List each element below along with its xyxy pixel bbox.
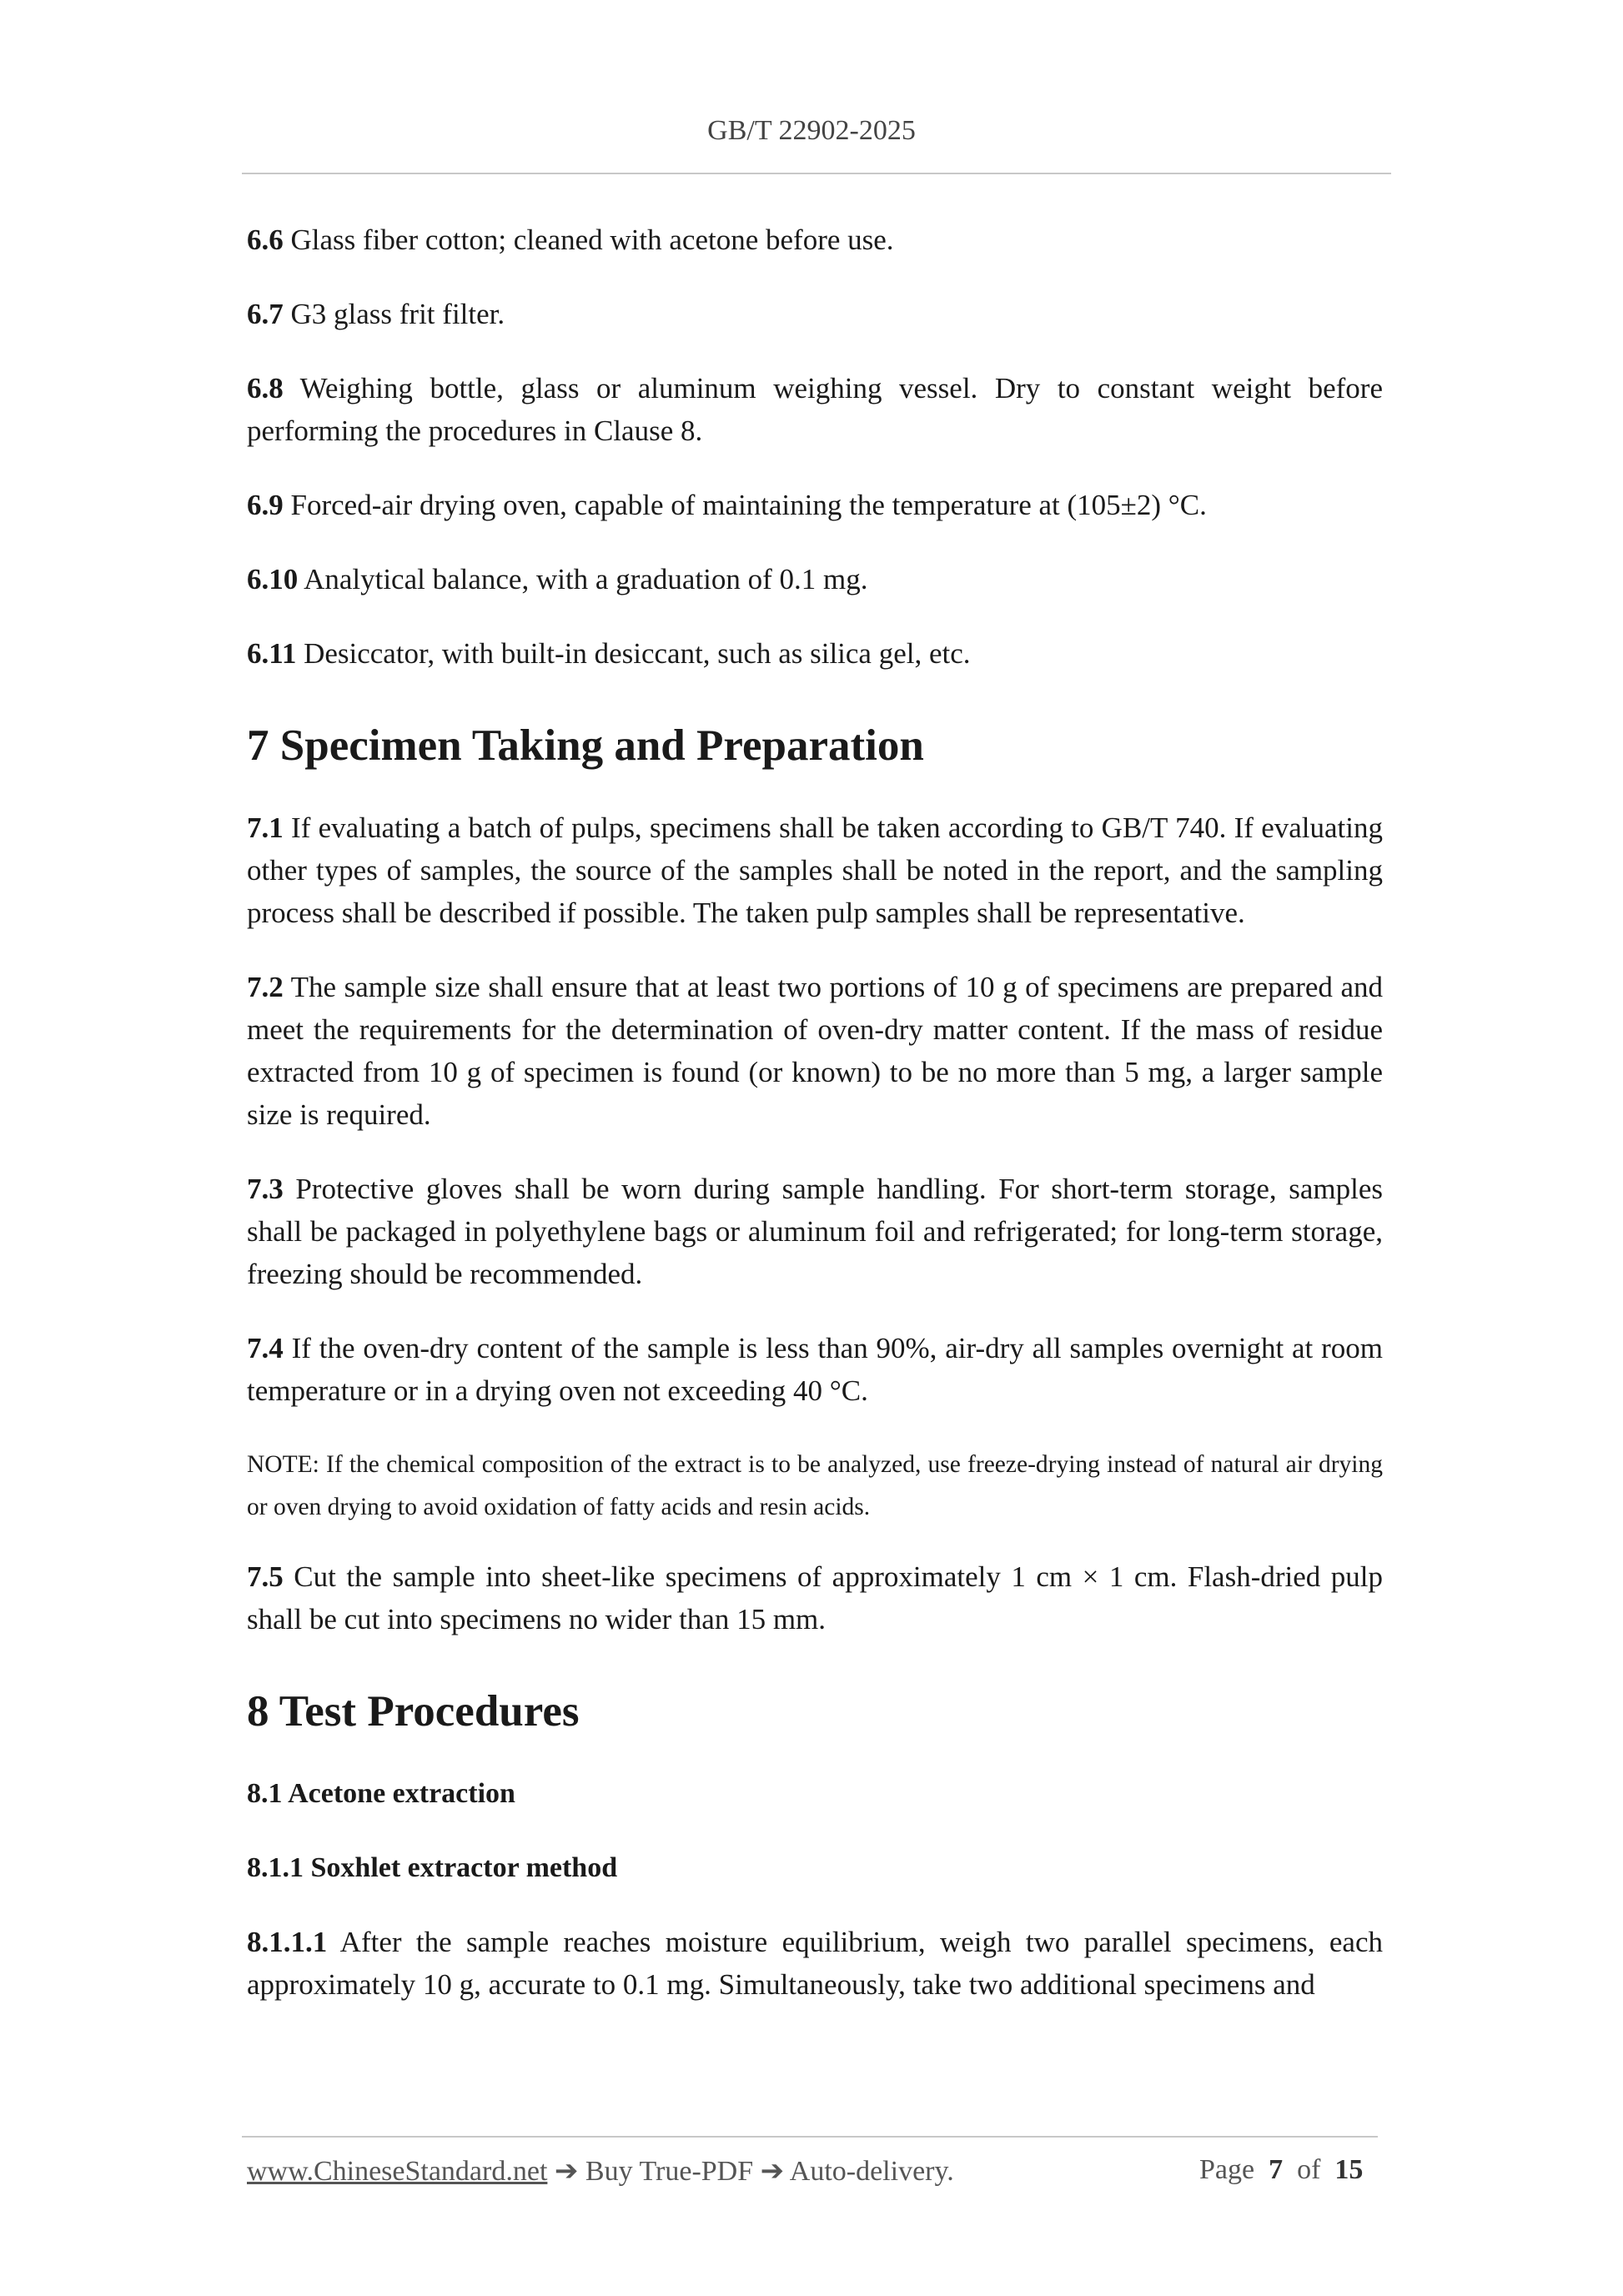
clause-text: Analytical balance, with a graduation of 0.1 mg. <box>298 563 868 595</box>
clause-number: 7.5 <box>247 1560 284 1593</box>
section-8-heading: 8 Test Procedures <box>247 1687 580 1736</box>
page-indicator <box>1199 2154 1363 2186</box>
clause-number: 8.1.1.1 <box>247 1926 328 1958</box>
clause-number: 6.8 <box>247 372 284 404</box>
clause-text: Forced-air drying oven, capable of maintaining the temperature at (105±2) °C. <box>283 489 1207 521</box>
clause-text: The sample size shall ensure that at least two portions of 10 g of specimens are prepared and meet the requirements for the determination of oven-dry matter content. If the mass of residue extracted from 10 g of specimen is found (or known) to be no more than 5 mg, a larger sample size is required. <box>247 971 1383 1131</box>
clause-7-1 <box>247 806 1383 934</box>
clause-7-4 <box>247 1327 1383 1412</box>
clause-number: 6.9 <box>247 489 284 521</box>
clause-number: 6.6 <box>247 224 284 256</box>
clause-7-3 <box>247 1168 1383 1295</box>
clause-text: Protective gloves shall be worn during sample handling. For short-term storage, samples shall be packaged in polyethylene bags or aluminum foil and refrigerated; for long-term storage, freezing should be recommended. <box>247 1173 1383 1290</box>
arrow-icon: ➔ <box>760 2156 785 2187</box>
subsection-8-1-heading: 8.1 Acetone extraction <box>247 1778 515 1809</box>
clause-text: G3 glass frit filter. <box>283 298 505 330</box>
clause-6-6 <box>247 219 1383 261</box>
page-label: Page <box>1199 2154 1255 2185</box>
clause-number: 7.1 <box>247 811 284 844</box>
header-divider <box>242 173 1391 174</box>
arrow-icon: ➔ <box>554 2156 579 2187</box>
auto-delivery-text: Auto-delivery. <box>784 2156 954 2187</box>
clause-number: 6.7 <box>247 298 284 330</box>
page-number: 7 <box>1269 2154 1284 2185</box>
section-7-heading: 7 Specimen Taking and Preparation <box>247 721 924 770</box>
subsection-8-1-1-heading: 8.1.1 Soxhlet extractor method <box>247 1852 618 1883</box>
clause-6-9 <box>247 484 1383 526</box>
footer-divider <box>242 2136 1378 2138</box>
buy-text: Buy True-PDF <box>578 2156 761 2187</box>
clause-7-2 <box>247 966 1383 1136</box>
clause-6-10 <box>247 558 1383 600</box>
clause-text: Glass fiber cotton; cleaned with acetone before use. <box>283 224 894 256</box>
footer-promo <box>247 2154 954 2188</box>
clause-number: 7.2 <box>247 971 284 1003</box>
clause-6-7 <box>247 293 1383 335</box>
clause-text: Desiccator, with built-in desiccant, such as silica gel, etc. <box>296 637 971 670</box>
clause-8-1-1-1 <box>247 1921 1383 2006</box>
website-link[interactable]: www.ChineseStandard.net <box>247 2156 548 2187</box>
clause-number: 7.4 <box>247 1332 284 1364</box>
clause-number: 6.11 <box>247 637 297 670</box>
page-content <box>247 219 1383 2037</box>
clause-text: Weighing bottle, glass or aluminum weighing vessel. Dry to constant weight before performing the procedures in Clause 8. <box>247 372 1383 447</box>
clause-6-11 <box>247 632 1383 675</box>
page-total: 15 <box>1334 2154 1364 2185</box>
clause-number: 6.10 <box>247 563 299 595</box>
header-title: GB/T 22902-2025 <box>707 115 916 146</box>
clause-7-5 <box>247 1555 1383 1640</box>
clause-text: After the sample reaches moisture equilibrium, weigh two parallel specimens, each approximately 10 g, accurate to 0.1 mg. Simultaneously, take two additional specimens and <box>247 1926 1383 2001</box>
clause-number: 7.3 <box>247 1173 284 1205</box>
clause-text: If the oven-dry content of the sample is less than 90%, air-dry all samples overnight at room temperature or in a drying oven not exceeding 40 °C. <box>247 1332 1383 1407</box>
clause-text: If evaluating a batch of pulps, specimens shall be taken according to GB/T 740. If evaluating other types of samples, the source of the samples shall be noted in the report, and the sampling process shall be described if possible. The taken pulp samples shall be representative. <box>247 811 1383 929</box>
clause-text: Cut the sample into sheet-like specimens of approximately 1 cm × 1 cm. Flash-dried pulp shall be cut into specimens no wider than 15 mm. <box>247 1560 1383 1635</box>
note-paragraph: NOTE: If the chemical composition of the extract is to be analyzed, use freeze-drying instead of natural air drying or oven drying to avoid oxidation of fatty acids and resin acids. <box>247 1451 1383 1520</box>
clause-6-8 <box>247 367 1383 452</box>
of-label: of <box>1297 2154 1321 2185</box>
